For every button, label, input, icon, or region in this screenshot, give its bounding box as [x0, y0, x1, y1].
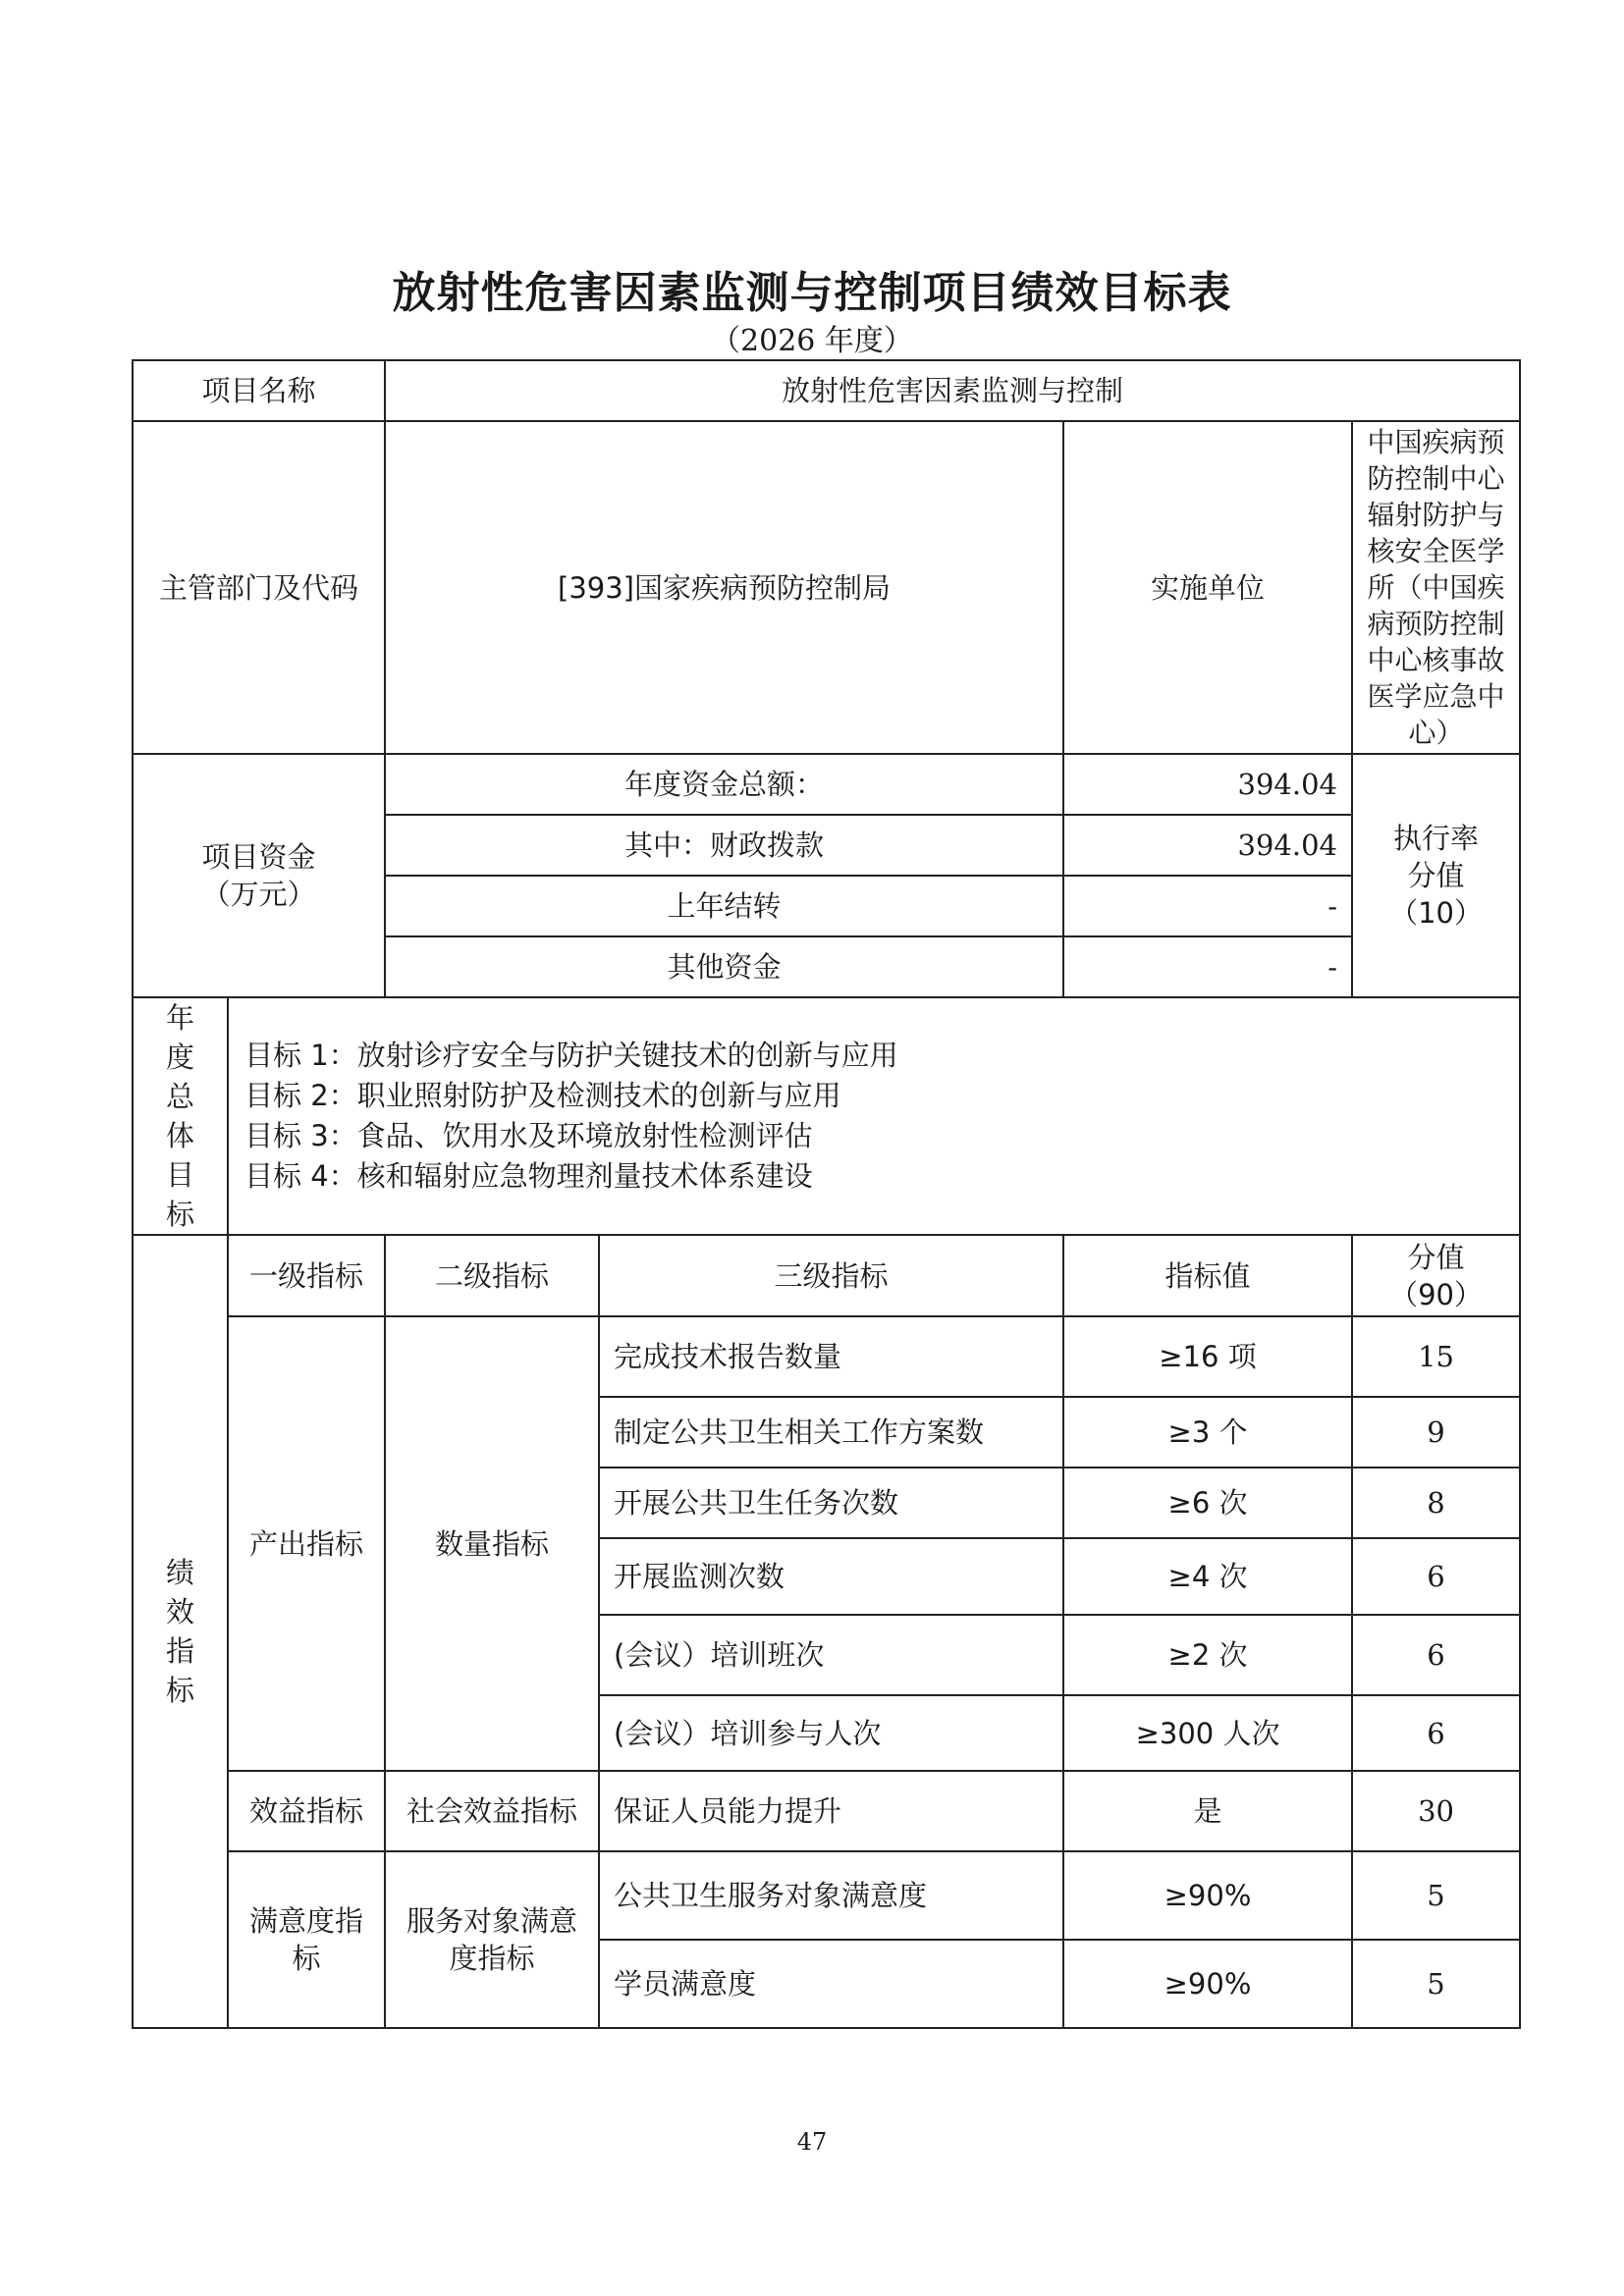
indicator-score: 5 [1352, 1940, 1520, 2028]
indicator-target: ≥90% [1063, 1940, 1352, 2028]
indicator-target: 是 [1063, 1771, 1352, 1851]
header-score [1352, 1235, 1520, 1316]
execution-rate-line3: （10） [1389, 896, 1483, 930]
funds-label-line1: 项目资金 [201, 840, 316, 874]
indicator-name: 开展公共卫生任务次数 [599, 1468, 1063, 1538]
satisfaction-level1-line1: 满意度指 [249, 1904, 364, 1938]
indicator-target: ≥4 次 [1063, 1538, 1352, 1615]
page-number: 47 [796, 2128, 828, 2156]
funds-label-line2: （万元） [201, 878, 316, 911]
indicator-score: 5 [1352, 1851, 1520, 1940]
satisfaction-level2-line2: 度指标 [449, 1942, 535, 1975]
indicator-name: 开展监测次数 [599, 1538, 1063, 1615]
indicator-name: 保证人员能力提升 [599, 1771, 1063, 1851]
annual-goals-char: 标 [165, 1198, 194, 1231]
goal-item: 目标 2：职业照射防护及检测技术的创新与应用 [244, 1079, 841, 1112]
funds-carryover-value: - [1063, 876, 1352, 936]
funds-total-row [133, 754, 1520, 815]
satisfaction-level1-line2: 标 [292, 1942, 321, 1975]
output-level1: 产出指标 [228, 1316, 385, 1771]
indicator-name: 公共卫生服务对象满意度 [599, 1851, 1063, 1940]
implementing-unit-label: 实施单位 [1063, 421, 1352, 754]
table-row [133, 1316, 1520, 1397]
indicator-target: ≥2 次 [1063, 1615, 1352, 1695]
annual-goals-list [228, 997, 1520, 1235]
indicator-name: (会议）培训参与人次 [599, 1695, 1063, 1771]
performance-indicators-label [133, 1235, 228, 2028]
department-value: [393]国家疾病预防控制局 [385, 421, 1063, 754]
indicators-char: 绩 [165, 1556, 194, 1589]
header-level2: 二级指标 [385, 1235, 599, 1316]
benefit-level1: 效益指标 [228, 1771, 385, 1851]
implementing-unit-value: 中国疾病预防控制中心辐射防护与核安全医学所（中国疾病预防控制中心核事故医学应急中心） [1352, 421, 1520, 754]
project-name-row [133, 360, 1520, 421]
indicators-char: 效 [165, 1595, 194, 1629]
annual-goals-char: 目 [165, 1158, 194, 1192]
project-name-value: 放射性危害因素监测与控制 [385, 360, 1520, 421]
satisfaction-level2 [385, 1851, 599, 2028]
table-row [133, 1771, 1520, 1851]
annual-goals-char: 度 [165, 1041, 194, 1074]
goal-item: 目标 3：食品、饮用水及环境放射性检测评估 [244, 1119, 813, 1152]
indicator-score: 6 [1352, 1615, 1520, 1695]
indicator-name: 学员满意度 [599, 1940, 1063, 2028]
output-level2: 数量指标 [385, 1316, 599, 1771]
indicators-header-row [133, 1235, 1520, 1316]
indicator-score: 6 [1352, 1538, 1520, 1615]
indicator-score: 6 [1352, 1695, 1520, 1771]
benefit-level2: 社会效益指标 [385, 1771, 599, 1851]
department-label: 主管部门及代码 [133, 421, 385, 754]
goal-item: 目标 4：核和辐射应急物理剂量技术体系建设 [244, 1159, 813, 1193]
execution-rate-line1: 执行率 [1393, 822, 1480, 855]
satisfaction-level1 [228, 1851, 385, 2028]
indicator-name: 完成技术报告数量 [599, 1316, 1063, 1397]
funds-carryover-label: 上年结转 [385, 876, 1063, 936]
indicator-score: 30 [1352, 1771, 1520, 1851]
indicator-target: ≥300 人次 [1063, 1695, 1352, 1771]
project-name-label: 项目名称 [133, 360, 385, 421]
funds-total-value: 394.04 [1063, 754, 1352, 815]
annual-goals-label [133, 997, 228, 1235]
funds-fiscal-label: 其中：财政拨款 [385, 815, 1063, 876]
header-level3: 三级指标 [599, 1235, 1063, 1316]
indicator-name: 制定公共卫生相关工作方案数 [599, 1397, 1063, 1468]
annual-goals-char: 年 [165, 1001, 194, 1035]
header-level1: 一级指标 [228, 1235, 385, 1316]
indicator-score: 8 [1352, 1468, 1520, 1538]
indicator-target: ≥16 项 [1063, 1316, 1352, 1397]
header-score-line2: （90） [1389, 1277, 1483, 1311]
table-row [133, 1851, 1520, 1940]
funds-other-value: - [1063, 936, 1352, 997]
indicator-target: ≥90% [1063, 1851, 1352, 1940]
department-row [133, 421, 1520, 754]
funds-total-label: 年度资金总额： [385, 754, 1063, 815]
performance-table [132, 359, 1521, 2029]
annual-goals-row [133, 997, 1520, 1235]
annual-goals-char: 总 [165, 1080, 194, 1113]
indicators-char: 标 [165, 1674, 194, 1707]
funds-other-label: 其他资金 [385, 936, 1063, 997]
annual-goals-char: 体 [165, 1119, 194, 1152]
satisfaction-level2-line1: 服务对象满意 [406, 1904, 578, 1938]
indicator-target: ≥6 次 [1063, 1468, 1352, 1538]
indicator-score: 9 [1352, 1397, 1520, 1468]
header-target: 指标值 [1063, 1235, 1352, 1316]
indicator-name: (会议）培训班次 [599, 1615, 1063, 1695]
page-subtitle: （2026 年度） [711, 324, 913, 358]
page-title: 放射性危害因素监测与控制项目绩效目标表 [392, 268, 1232, 318]
indicators-char: 指 [165, 1634, 194, 1668]
execution-rate-line2: 分值 [1407, 859, 1465, 892]
indicator-score: 15 [1352, 1316, 1520, 1397]
indicator-target: ≥3 个 [1063, 1397, 1352, 1468]
funds-fiscal-value: 394.04 [1063, 815, 1352, 876]
goal-item: 目标 1：放射诊疗安全与防护关键技术的创新与应用 [244, 1039, 898, 1072]
execution-rate-score [1352, 754, 1520, 997]
header-score-line1: 分值 [1407, 1240, 1465, 1274]
funds-label [133, 754, 385, 997]
